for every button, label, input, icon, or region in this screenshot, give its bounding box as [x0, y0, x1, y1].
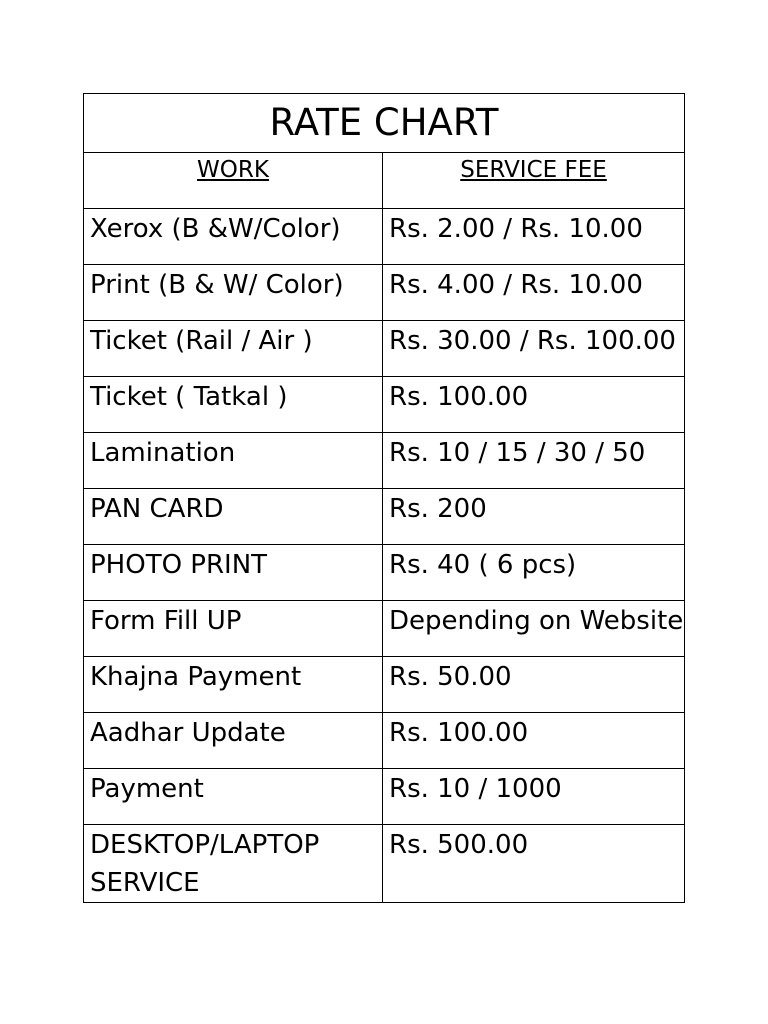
fee-cell: Rs. 100.00: [383, 377, 685, 433]
work-cell: Print (B & W/ Color): [84, 265, 383, 321]
table-row: [84, 377, 685, 433]
fee-cell: Rs. 10 / 1000: [383, 769, 685, 825]
table-row: [84, 489, 685, 545]
work-cell: Khajna Payment: [84, 657, 383, 713]
fee-cell: Rs. 200: [383, 489, 685, 545]
work-column-header: WORK: [84, 153, 383, 209]
work-cell: Ticket ( Tatkal ): [84, 377, 383, 433]
work-cell: Xerox (B &W/Color): [84, 209, 383, 265]
table-row: [84, 769, 685, 825]
fee-cell: Rs. 4.00 / Rs. 10.00: [383, 265, 685, 321]
fee-cell: Rs. 10 / 15 / 30 / 50: [383, 433, 685, 489]
table-row: [84, 713, 685, 769]
fee-cell: Rs. 100.00: [383, 713, 685, 769]
service-fee-column-header: SERVICE FEE: [383, 153, 685, 209]
fee-cell: Rs. 2.00 / Rs. 10.00: [383, 209, 685, 265]
fee-cell: Rs. 30.00 / Rs. 100.00: [383, 321, 685, 377]
work-cell: DESKTOP/LAPTOP SERVICE: [84, 825, 383, 903]
header-row: [84, 153, 685, 209]
table-row: [84, 433, 685, 489]
work-cell: Lamination: [84, 433, 383, 489]
title-row: [84, 94, 685, 153]
table-row: [84, 321, 685, 377]
table-row: [84, 601, 685, 657]
table-row: [84, 265, 685, 321]
work-cell: Aadhar Update: [84, 713, 383, 769]
table-row: [84, 545, 685, 601]
rate-chart-table: [83, 93, 685, 903]
work-cell: PAN CARD: [84, 489, 383, 545]
work-cell: Payment: [84, 769, 383, 825]
table-row: [84, 825, 685, 903]
table-row: [84, 209, 685, 265]
fee-cell: Rs. 40 ( 6 pcs): [383, 545, 685, 601]
work-cell: PHOTO PRINT: [84, 545, 383, 601]
fee-cell: Depending on Website: [383, 601, 685, 657]
work-cell: Ticket (Rail / Air ): [84, 321, 383, 377]
rate-chart-title: RATE CHART: [84, 94, 685, 153]
fee-cell: Rs. 50.00: [383, 657, 685, 713]
table-row: [84, 657, 685, 713]
work-cell: Form Fill UP: [84, 601, 383, 657]
fee-cell: Rs. 500.00: [383, 825, 685, 903]
